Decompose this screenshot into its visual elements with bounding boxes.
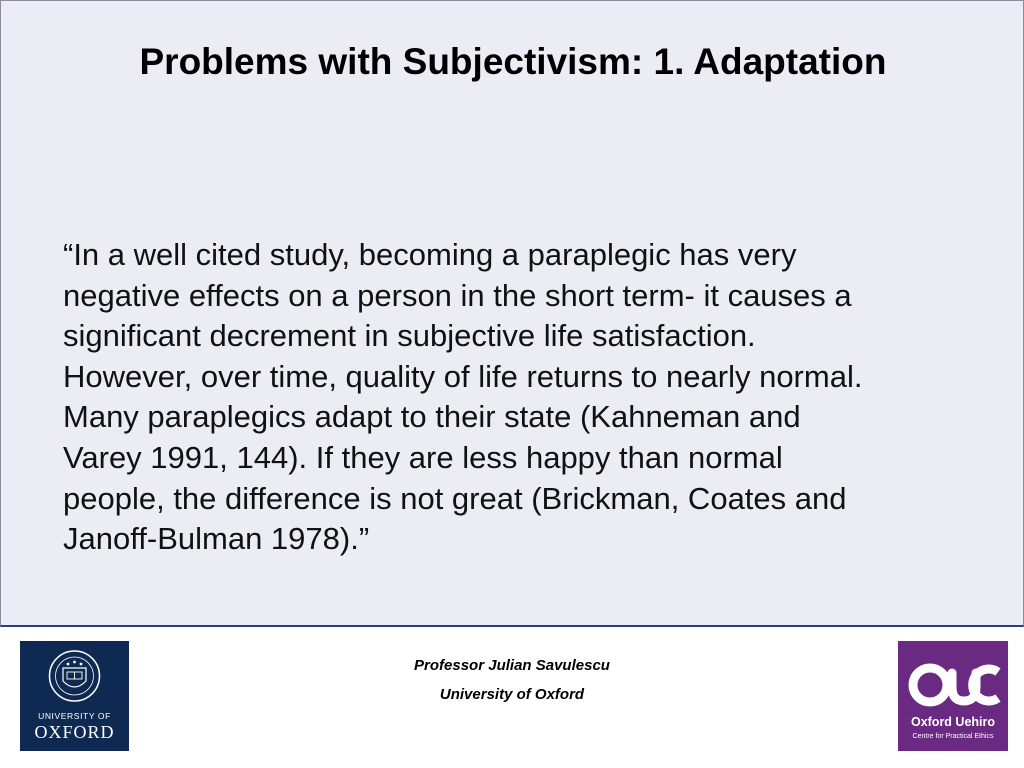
uehiro-logo-subtitle: Centre for Practical Ethics [912,733,994,740]
slide-title: Problems with Subjectivism: 1. Adaptation [139,41,887,82]
oxford-logo-line1: UNIVERSITY OF [38,711,111,721]
oxford-logo-line2: OXFORD [34,722,115,742]
uehiro-logo-name: Oxford Uehiro [910,715,996,729]
footer-affiliation: University of Oxford [439,686,585,703]
footer-author: Professor Julian Savulescu [414,657,610,674]
oxford-crest-icon [20,641,129,711]
uehiro-oc-mark-icon [898,641,1008,713]
quote-text: “In a well cited study, becoming a paraplegic has very negative effects on a person in the short term- it causes a significant decrement in subjective life satisfaction. However, over time, quality of life returns to nearly normal. Many paraplegics adapt to their state (Kahneman and Varey 1991, 144). If they are less happy than normal people, the difference is not great (Brickman, Coates and Janoff-Bulman 1978).” [63,237,863,557]
oxford-university-logo [20,641,129,751]
oxford-uehiro-logo [898,641,1008,751]
